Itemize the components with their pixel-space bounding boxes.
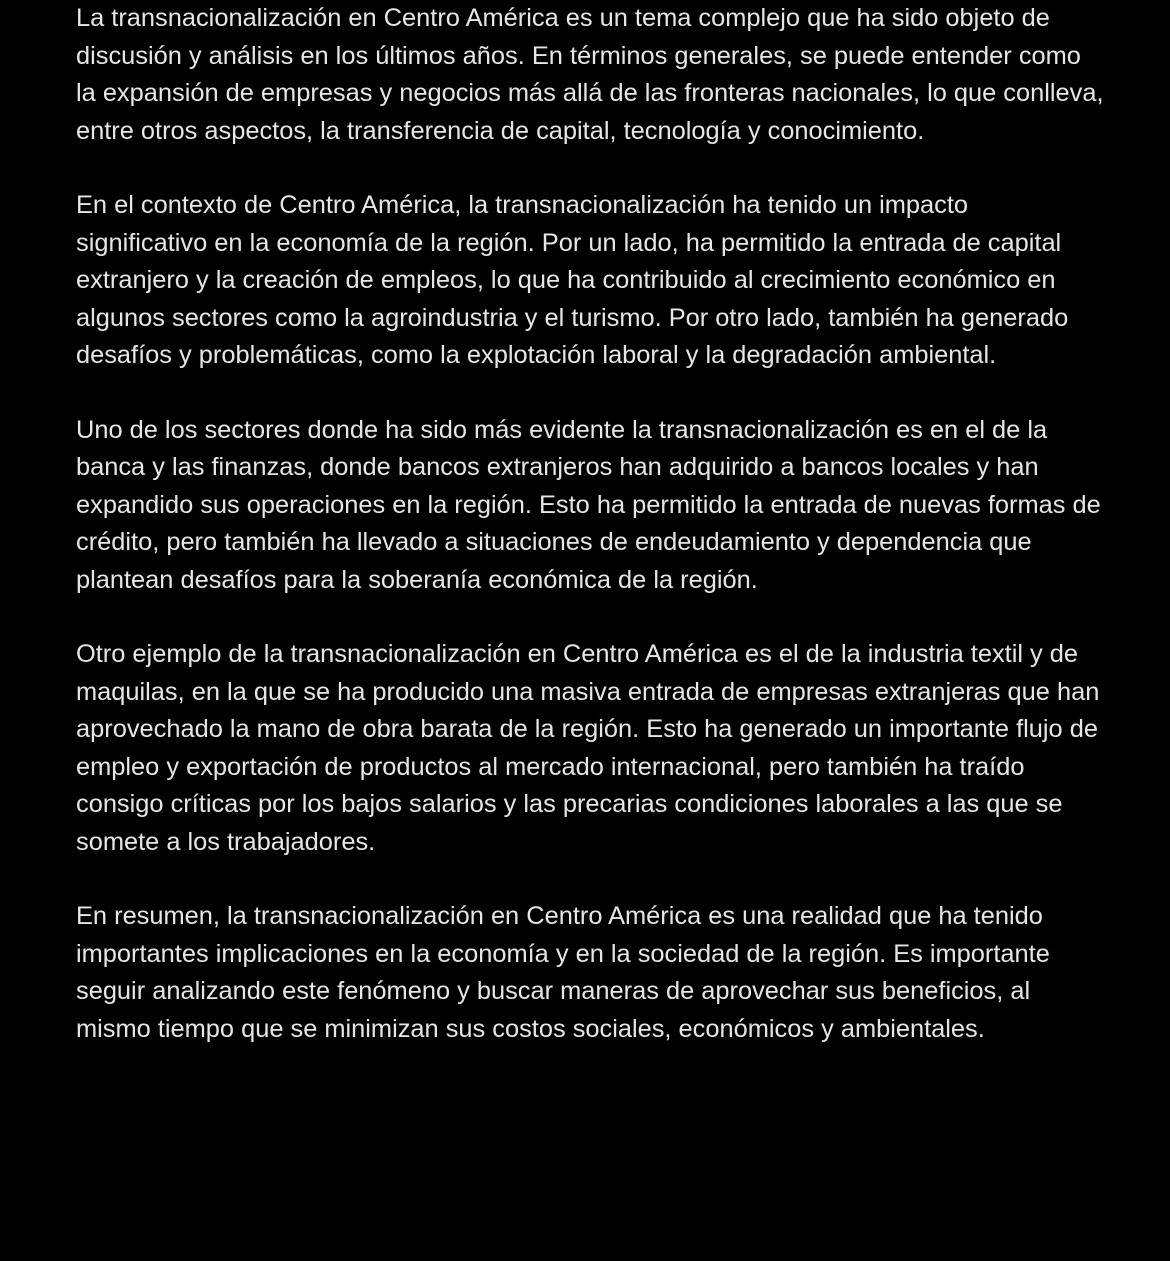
paragraph-textile: Otro ejemplo de la transnacionalización en Centro América es el de la industria textil y de maquilas, en la que se ha producido una masiva entrada de empresas extranjeras que han aprovechado la mano de obra barata de la región. Esto ha generado un importante flujo de empleo y exportación de productos al mercado internacional, pero también ha traído consigo críticas por los bajos salarios y las precarias condiciones laborales a las que se somete a los trabajadores. [76,640,1100,856]
message-body [76,0,1106,1048]
paragraph-intro: La transnacionalización en Centro América es un tema complejo que ha sido objeto de discusión y análisis en los últimos años. En términos generales, se puede entender como la expansión de empresas y negocios más allá de las fronteras nacionales, lo que conlleva, entre otros aspectos, la transferencia de capital, tecnología y conocimiento. [76,4,1104,145]
paragraph-context: En el contexto de Centro América, la transnacionalización ha tenido un impacto significativo en la economía de la región. Por un lado, ha permitido la entrada de capital extranjero y la creación de empleos, lo que ha contribuido al crecimiento económico en algunos sectores como la agroindustria y el turismo. Por otro lado, también ha generado desafíos y problemáticas, como la explotación laboral y la degradación ambiental. [76,191,1069,369]
paragraph-summary: En resumen, la transnacionalización en Centro América es una realidad que ha tenido importantes implicaciones en la economía y en la sociedad de la región. Es importante seguir analizando este fenómeno y buscar maneras de aprovechar sus beneficios, al mismo tiempo que se minimizan sus costos sociales, económicos y ambientales. [76,902,1050,1043]
paragraph-banking: Uno de los sectores donde ha sido más evidente la transnacionalización es en el de la banca y las finanzas, donde bancos extranjeros han adquirido a bancos locales y han expandido sus operaciones en la región. Esto ha permitido la entrada de nuevas formas de crédito, pero también ha llevado a situaciones de endeudamiento y dependencia que plantean desafíos para la soberanía económica de la región. [76,415,1101,594]
